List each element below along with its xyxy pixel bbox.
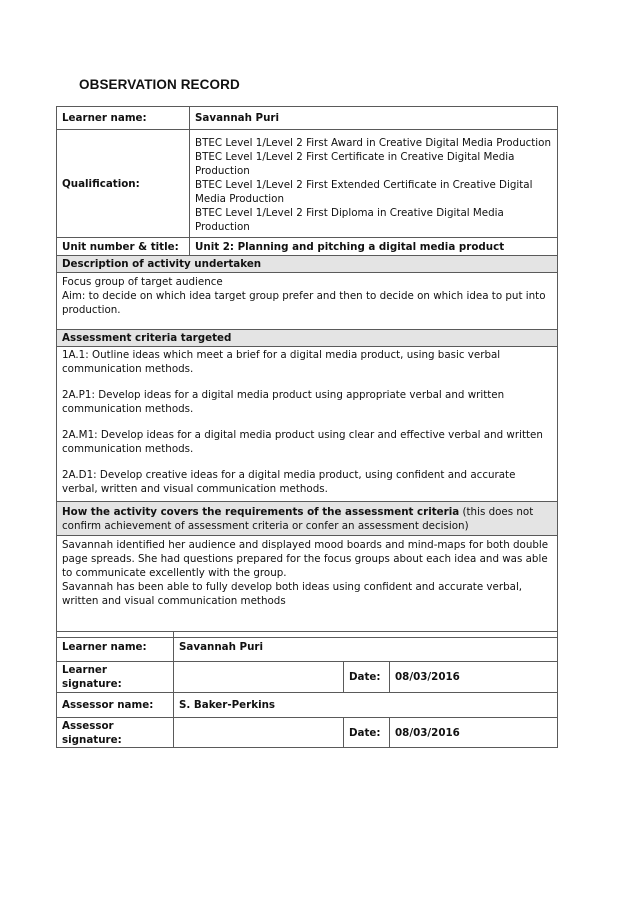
unit-label: Unit number & title: [57, 238, 190, 256]
assessor-date-label: Date: [344, 718, 390, 748]
qualification-item: BTEC Level 1/Level 2 First Diploma in Creative Digital Media Production [195, 206, 504, 233]
signoff-table [56, 631, 558, 748]
observation-table [56, 106, 558, 638]
coverage-line: Savannah has been able to fully develop both ideas using confident and accurate verbal, written and visual communication methods [62, 581, 523, 607]
coverage-line: Savannah identified her audience and displayed mood boards and mind-maps for both double page spreads. She had questions prepared for the focus groups about each idea and was able to communicate excellently with the group. [62, 539, 549, 579]
assessor-name-value: S. Baker-Perkins [174, 693, 558, 718]
assessor-signature-field[interactable] [174, 718, 344, 748]
assessor-signature-label: Assessor signature: [57, 718, 174, 748]
learner-signature-label: Learner signature: [57, 662, 174, 693]
learner-signature-field[interactable] [174, 662, 344, 693]
learner-name-value: Savannah Puri [190, 107, 558, 130]
qualification-list [190, 130, 558, 238]
qualification-item: BTEC Level 1/Level 2 First Certificate in Creative Digital Media Production [195, 150, 515, 177]
activity-heading: Description of activity undertaken [57, 256, 558, 273]
activity-line: Aim: to decide on which idea target group prefer and then to decide on which idea to put into production. [62, 290, 546, 316]
qualification-label: Qualification: [57, 130, 190, 238]
page-title: OBSERVATION RECORD [79, 77, 240, 92]
criteria-item: 2A.M1: Develop ideas for a digital media product using clear and effective verbal and written communication methods. [62, 429, 543, 455]
coverage-text [57, 536, 558, 638]
criteria-heading: Assessment criteria targeted [57, 330, 558, 347]
signoff-learner-name-label: Learner name: [57, 632, 174, 662]
criteria-item: 2A.P1: Develop ideas for a digital media product using appropriate verbal and written communication methods. [62, 389, 505, 415]
qualification-item: BTEC Level 1/Level 2 First Award in Creative Digital Media Production [195, 136, 551, 149]
signoff-learner-name-value: Savannah Puri [174, 632, 558, 662]
criteria-item: 2A.D1: Develop creative ideas for a digital media product, using confident and accurate verbal, written and visual communication methods. [62, 469, 516, 495]
assessor-name-label: Assessor name: [57, 693, 174, 718]
learner-name-label: Learner name: [57, 107, 190, 130]
activity-line: Focus group of target audience [62, 276, 223, 288]
assessor-date-value: 08/03/2016 [390, 718, 558, 748]
learner-date-value: 08/03/2016 [390, 662, 558, 693]
coverage-heading [57, 502, 558, 536]
coverage-heading-note: (this does not confirm achievement of assessment criteria or confer an assessment decision) [62, 505, 534, 532]
unit-value: Unit 2: Planning and pitching a digital media product [190, 238, 558, 256]
criteria-item: 1A.1: Outline ideas which meet a brief for a digital media product, using basic verbal communication methods. [62, 349, 501, 375]
coverage-heading-title: How the activity covers the requirements of the assessment criteria [62, 505, 460, 518]
criteria-list [57, 347, 558, 502]
qualification-item: BTEC Level 1/Level 2 First Extended Certificate in Creative Digital Media Production [195, 178, 533, 205]
activity-description [57, 273, 558, 330]
learner-date-label: Date: [344, 662, 390, 693]
